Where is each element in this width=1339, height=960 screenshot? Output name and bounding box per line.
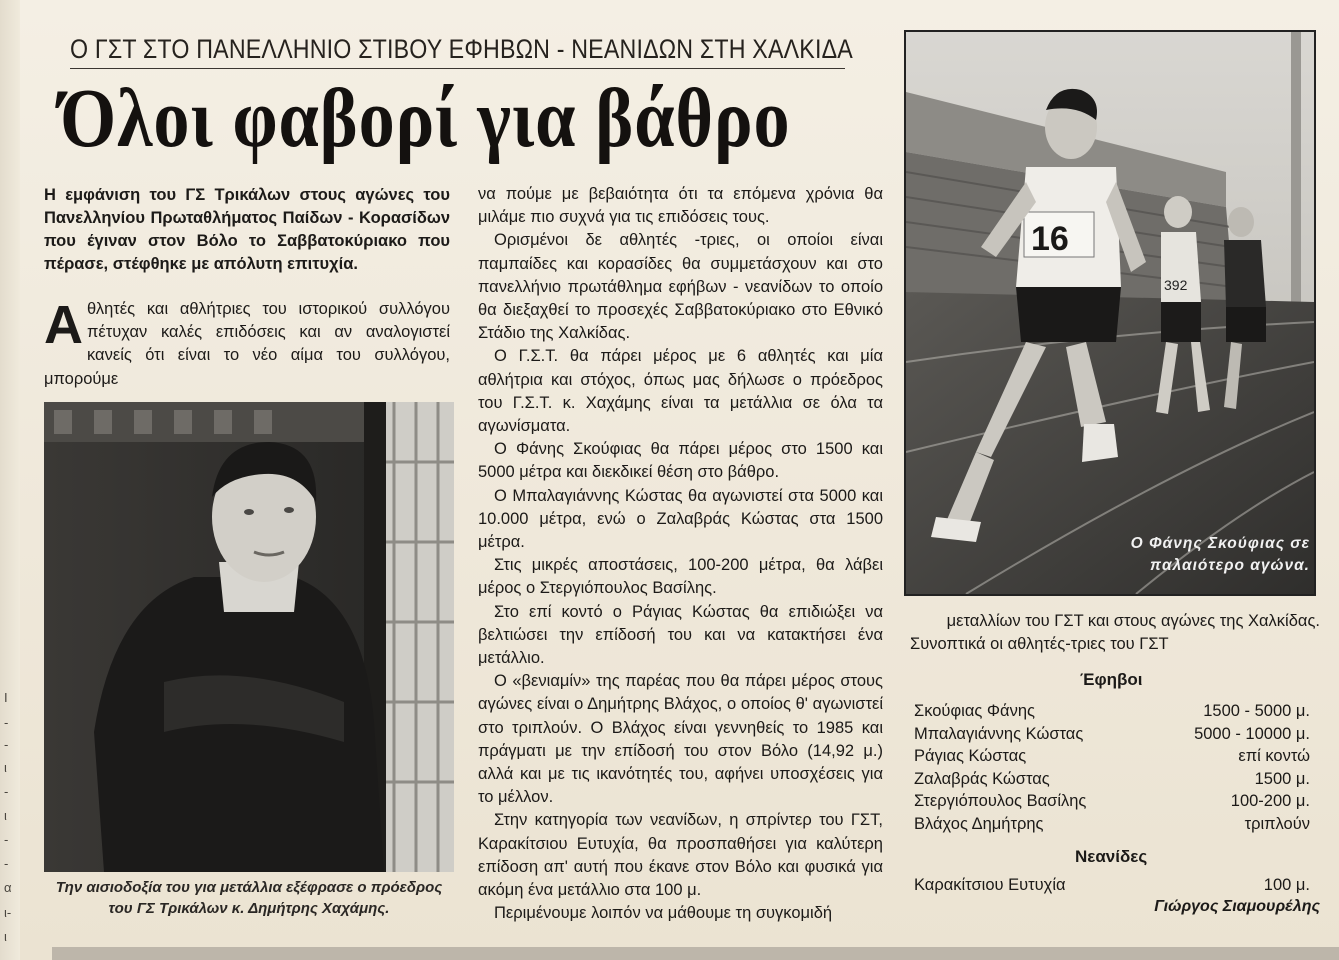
- president-photo-caption: Την αισιοδοξία του για μετάλλια εξέφρασε ο πρόεδρος του ΓΣ Τρικάλων κ. Δημήτρης Χαχάμης.: [55, 879, 443, 917]
- girls-roster: [914, 874, 1310, 897]
- roster-row: [914, 790, 1310, 813]
- athlete-event: τριπλούν: [1244, 814, 1310, 833]
- roster-row: [914, 700, 1310, 723]
- article-column-2: [478, 183, 883, 926]
- roster-row: [914, 745, 1310, 768]
- paragraph: Στην κατηγορία των νεανίδων, η σπρίντερ του ΓΣΤ, Καρακίτσιου Ευτυχία, θα προσπαθήσει για καλύτερη επίδοση απ' αυτή που έκανε στον Βόλο και φυσικά για ακόμη ένα μετάλλιο στα 100 μ.: [478, 811, 883, 900]
- article-headline: Όλοι φαβορί για βάθρο: [60, 72, 791, 165]
- page-bottom-edge: [52, 947, 1339, 960]
- runner-photo-image: [906, 32, 1314, 594]
- roster-row: [914, 813, 1310, 836]
- article-column-3: [910, 610, 1320, 656]
- athlete-event: 1500 - 5000 μ.: [1203, 702, 1310, 720]
- roster-row: [914, 768, 1310, 791]
- athlete-event: 1500 μ.: [1254, 769, 1310, 788]
- boys-roster: [914, 700, 1310, 836]
- paragraph: Περιμένουμε λοιπόν να μάθουμε τη συγκομιδή: [494, 904, 833, 923]
- president-photo: [44, 402, 454, 872]
- article-intro-paragraph: [44, 295, 450, 391]
- paragraph: Ο Φάνης Σκούφιας θα πάρει μέρος στο 1500 και 5000 μέτρα και διεκδικεί θέση στο βάθρο.: [478, 440, 883, 482]
- bib-number-1: 16: [1031, 220, 1069, 258]
- adjacent-page-margin: I - - ι - ι - - α ι- ι: [0, 0, 20, 960]
- roster-row: [914, 874, 1310, 897]
- bib-number-2: 392: [1164, 277, 1188, 293]
- president-photo-image: [44, 402, 454, 872]
- paragraph: Ο «βενιαμίν» της παρέας που θα πάρει μέρος στους αγώνες είναι ο Δημήτρης Βλάχος, ο οποίος θ' αγωνιστεί στο τριπλούν. Ο Βλάχος είναι γεννηθείς το 1985 και πράγματι με την επίδοσή του στον Βόλο (14,92 μ.) αλλά και με τις ικανότητές του, αφήνει υποσχέσεις για το μέλλον.: [478, 672, 883, 807]
- athlete-name: Στεργιόπουλος Βασίλης: [914, 792, 1087, 811]
- athlete-event: 100 μ.: [1263, 876, 1310, 894]
- author-byline: Γιώργος Σιαμουρέλης: [1154, 898, 1320, 915]
- paragraph: να πούμε με βεβαιότητα ότι τα επόμενα χρόνια θα μιλάμε πιο συχνά για τις επιδόσεις τους.: [478, 185, 883, 227]
- athlete-event: 100-200 μ.: [1230, 792, 1310, 811]
- athlete-event: επί κοντώ: [1238, 747, 1310, 766]
- athlete-event: 5000 - 10000 μ.: [1194, 724, 1310, 743]
- kicker-underline: [70, 68, 845, 69]
- roster-row: [914, 723, 1310, 746]
- continuation-text: μεταλλίων του ΓΣΤ και στους αγώνες της Χαλκίδας.: [946, 612, 1320, 630]
- drop-cap: Α: [44, 295, 83, 355]
- athlete-name: Μπαλαγιάννης Κώστας: [914, 724, 1084, 743]
- boys-section-title: Έφηβοι: [1080, 670, 1143, 689]
- paragraph: Ορισμένοι δε αθλητές -τριες, οι οποίοι είναι παμπαίδες και κορασίδες θα συμμετάσχουν και στο πανελλήνιο πρωτάθλημα εφήβων - νεανίδων το οποίο θα διεξαχθεί το προσεχές Σαββατοκύριακο στο Εθνικό Στάδιο της Χαλκίδας.: [478, 231, 883, 343]
- runner-photo: [904, 30, 1316, 596]
- athlete-name: Καρακίτσιου Ευτυχία: [914, 876, 1066, 894]
- article-lead: Η εμφάνιση του ΓΣ Τρικάλων στους αγώνες του Πανελληνίου Πρωταθλήματος Παίδων - Κορασίδων που έγιναν στον Βόλο το Σαββατοκύριακο που πέρασε, στέφθηκε με απόλυτη επιτυχία.: [44, 186, 450, 273]
- athlete-name: Ράγιας Κώστας: [914, 747, 1027, 766]
- paragraph: Στο επί κοντό ο Ράγιας Κώστας θα επιδιώξει να βελτιώσει την επίδοσή του και να κατακτήσει ένα μετάλλιο.: [478, 602, 883, 668]
- intro-text: θλητές και αθλήτριες του ιστορικού συλλόγου πέτυχαν καλές επιδόσεις και αν αναλογιστεί κανείς ότι είναι το νέο αίμα του συλλόγου, μπορούμε: [44, 300, 450, 388]
- paragraph: Ο Γ.Σ.Τ. θα πάρει μέρος με 6 αθλητές και μία αθλήτρια και στόχος, όπως μας δήλωσε ο πρόεδρος του Γ.Σ.Τ. κ. Χαχάμης είναι τα μετάλλια σε όλα τα αγωνίσματα.: [478, 347, 883, 436]
- runner-photo-caption: Ο Φάνης Σκούφιας σε παλαιότερο αγώνα.: [1130, 535, 1310, 574]
- athlete-name: Σκούφιας Φάνης: [914, 702, 1035, 720]
- article-kicker: Ο ΓΣΤ ΣΤΟ ΠΑΝΕΛΛΗΝΙΟ ΣΤΙΒΟΥ ΕΦΗΒΩΝ - ΝΕΑΝΙΔΩΝ ΣΤΗ ΧΑΛΚΙΔΑ: [70, 34, 853, 64]
- girls-section-title: Νεανίδες: [1075, 847, 1148, 866]
- paragraph: Στις μικρές αποστάσεις, 100-200 μέτρα, θα λάβει μέρος ο Στεργιόπουλος Βασίλης.: [478, 556, 883, 598]
- roster-intro: Συνοπτικά οι αθλητές-τριες του ΓΣΤ: [910, 635, 1169, 653]
- paragraph: Ο Μπαλαγιάννης Κώστας θα αγωνιστεί στα 5000 και 10.000 μέτρα, ενώ ο Ζαλαβράς Κώστας στα 1500 μέτρα.: [478, 486, 883, 552]
- athlete-name: Βλάχος Δημήτρης: [914, 814, 1044, 833]
- athlete-name: Ζαλαβράς Κώστας: [914, 769, 1050, 788]
